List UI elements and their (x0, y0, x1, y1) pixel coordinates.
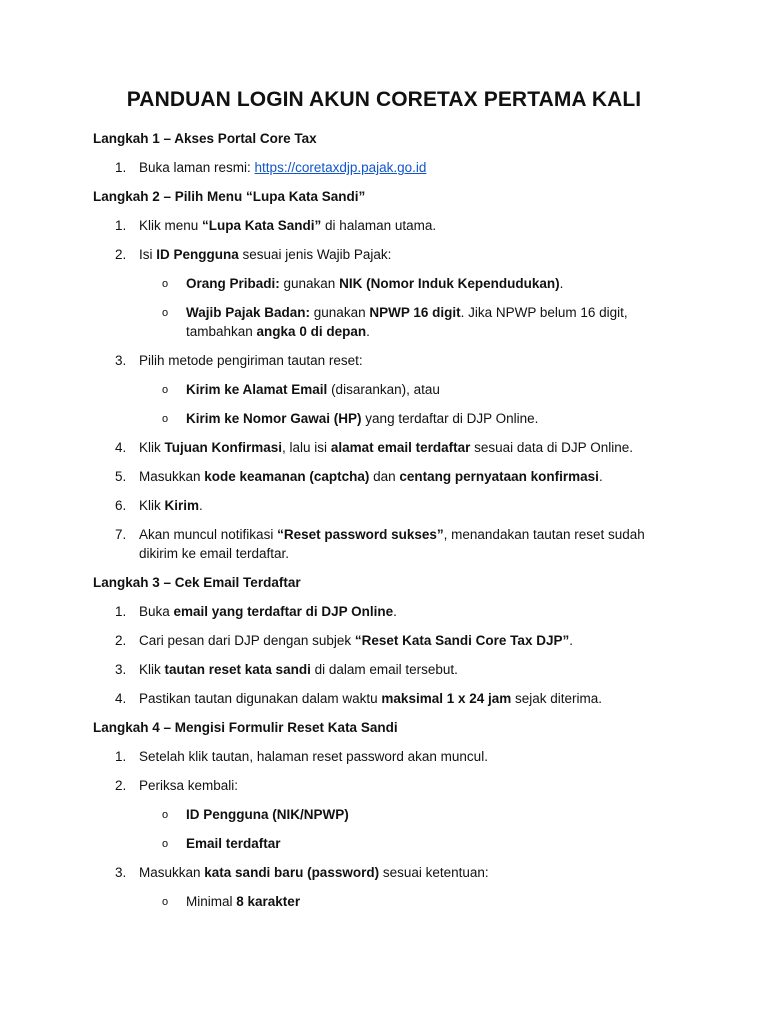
step-2-item-2: Isi ID Pengguna sesuai jenis Wajib Pajak: (139, 247, 392, 262)
step-2-item-4-number: 4. (115, 440, 127, 455)
bullet-icon: o (162, 896, 169, 908)
step-3-heading: Langkah 3 – Cek Email Terdaftar (93, 575, 301, 590)
step-4-item-1-number: 1. (115, 749, 127, 764)
bullet-icon: o (162, 384, 169, 396)
step-4-item-1: Setelah klik tautan, halaman reset password akan muncul. (139, 749, 488, 764)
step-2-item-6-number: 6. (115, 498, 127, 513)
step-3-item-4: Pastikan tautan digunakan dalam waktu maksimal 1 x 24 jam sejak diterima. (139, 691, 603, 706)
step-2-item-3-sub-1: Kirim ke Alamat Email (disarankan), atau (186, 382, 440, 397)
page-title: PANDUAN LOGIN AKUN CORETAX PERTAMA KALI (126, 88, 642, 111)
step-4-item-2-sub-1: ID Pengguna (NIK/NPWP) (186, 807, 349, 822)
step-4-item-3: Masukkan kata sandi baru (password) sesuai ketentuan: (139, 865, 489, 880)
step-1-item-1: Buka laman resmi: https://coretaxdjp.pajak.go.id (139, 160, 427, 175)
step-2-heading: Langkah 2 – Pilih Menu “Lupa Kata Sandi” (93, 189, 366, 204)
step-2-item-3: Pilih metode pengiriman tautan reset: (139, 353, 363, 368)
bullet-icon: o (162, 307, 169, 319)
bullet-icon: o (162, 413, 169, 425)
step-2-item-4: Klik Tujuan Konfirmasi, lalu isi alamat email terdaftar sesuai data di DJP Online. (139, 440, 633, 455)
step-2-item-7: Akan muncul notifikasi “Reset password sukses”, menandakan tautan reset sudah (139, 527, 645, 542)
step-2-item-3-number: 3. (115, 353, 127, 368)
coretax-portal-link[interactable]: https://coretaxdjp.pajak.go.id (254, 160, 427, 175)
step-2-item-2-sub-2: Wajib Pajak Badan: gunakan NPWP 16 digit. Jika NPWP belum 16 digit, (186, 305, 628, 320)
step-3-item-3: Klik tautan reset kata sandi di dalam email tersebut. (139, 662, 458, 677)
step-2-item-5-number: 5. (115, 469, 127, 484)
bullet-icon: o (162, 838, 169, 850)
step-2-item-7-number: 7. (115, 527, 127, 542)
step-1-heading: Langkah 1 – Akses Portal Core Tax (93, 131, 317, 146)
step-1-item-1-number: 1. (115, 160, 127, 175)
step-2-item-1-number: 1. (115, 218, 127, 233)
step-2-item-7-line-2: dikirim ke email terdaftar. (139, 546, 290, 561)
step-2-item-2-number: 2. (115, 247, 127, 262)
bullet-icon: o (162, 809, 169, 821)
step-3-item-2-number: 2. (115, 633, 127, 648)
step-2-item-2-sub-1: Orang Pribadi: gunakan NIK (Nomor Induk Kependudukan). (186, 276, 564, 291)
step-4-item-3-sub-1: Minimal 8 karakter (186, 894, 301, 909)
step-4-item-2: Periksa kembali: (139, 778, 239, 793)
step-3-item-3-number: 3. (115, 662, 127, 677)
step-2-item-6: Klik Kirim. (139, 498, 203, 513)
step-4-item-2-sub-2: Email terdaftar (186, 836, 281, 851)
step-2-item-5: Masukkan kode keamanan (captcha) dan centang pernyataan konfirmasi. (139, 469, 603, 484)
step-3-item-4-number: 4. (115, 691, 127, 706)
step-4-item-3-number: 3. (115, 865, 127, 880)
step-4-item-2-number: 2. (115, 778, 127, 793)
step-3-item-2: Cari pesan dari DJP dengan subjek “Reset Kata Sandi Core Tax DJP”. (139, 633, 573, 648)
step-2-item-3-sub-2: Kirim ke Nomor Gawai (HP) yang terdaftar di DJP Online. (186, 411, 539, 426)
step-4-heading: Langkah 4 – Mengisi Formulir Reset Kata Sandi (93, 720, 398, 735)
step-2-item-1: Klik menu “Lupa Kata Sandi” di halaman utama. (139, 218, 437, 233)
step-2-item-2-sub-2-line-2: tambahkan angka 0 di depan. (186, 324, 370, 339)
bullet-icon: o (162, 278, 169, 290)
step-3-item-1: Buka email yang terdaftar di DJP Online. (139, 604, 397, 619)
step-3-item-1-number: 1. (115, 604, 127, 619)
